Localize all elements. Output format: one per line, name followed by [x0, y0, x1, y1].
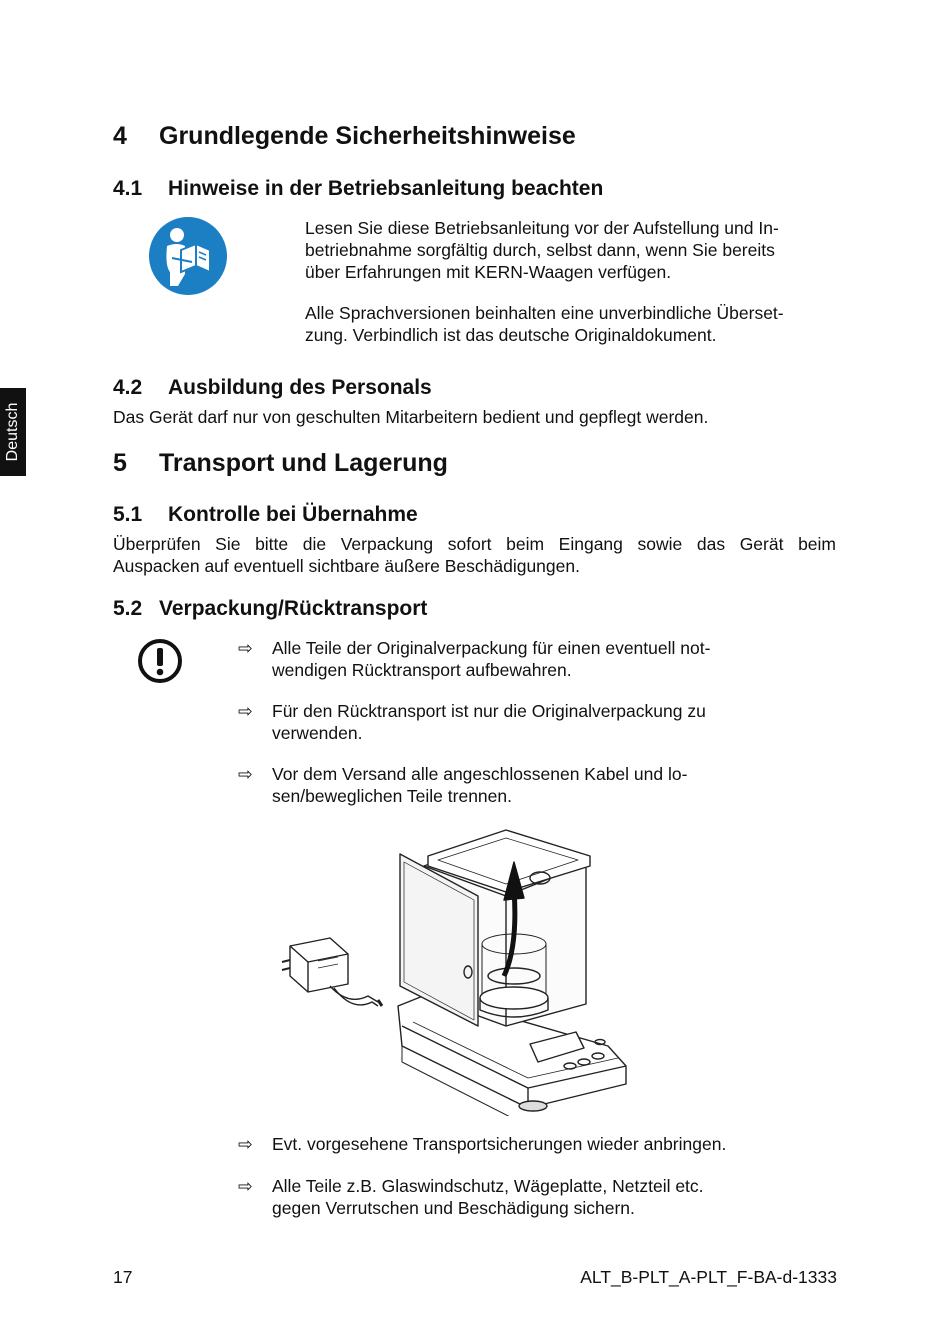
text-line: wendigen Rücktransport aufbewahren.: [272, 660, 572, 680]
text-line: Überprüfen Sie bitte die Verpackung sofort beim Eingang sowie das Gerät beim: [113, 534, 836, 554]
bullet-text: [272, 637, 792, 681]
section-title: Hinweise in der Betriebsanleitung beachten: [168, 177, 604, 200]
section-number: 4.1: [113, 177, 143, 200]
arrow-icon: ⇨: [238, 638, 253, 658]
section-title: Ausbildung des Personals: [168, 376, 432, 399]
section-5-2-heading: [113, 597, 427, 621]
section-title: Verpackung/Rücktransport: [159, 597, 428, 620]
language-tab-label: Deutsch: [4, 402, 21, 462]
section-number: 4.2: [113, 376, 143, 399]
section-4-1-paragraph-1: [305, 217, 845, 283]
text-line: Vor dem Versand alle angeschlossenen Kabel und lo-: [272, 764, 688, 784]
section-number: 5.1: [113, 503, 143, 526]
text-line: Alle Teile z.B. Glaswindschutz, Wägeplatte, Netzteil etc.: [272, 1176, 704, 1196]
page-number: 17: [113, 1267, 133, 1287]
arrow-icon: ⇨: [238, 1134, 253, 1154]
document-code: ALT_B-PLT_A-PLT_F-BA-d-1333: [580, 1267, 837, 1287]
text-line: zung. Verbindlich ist das deutsche Originaldokument.: [305, 325, 717, 345]
text-line: Auspacken auf eventuell sichtbare äußere Beschädigungen.: [113, 556, 580, 576]
bullet-item: [238, 1175, 798, 1219]
section-4-2-text: Das Gerät darf nur von geschulten Mitarbeitern bedient und gepflegt werden.: [113, 407, 709, 427]
section-5-1-heading: [113, 503, 418, 527]
text-line: sen/beweglichen Teile trennen.: [272, 786, 512, 806]
text-line: verwenden.: [272, 723, 363, 743]
text-line: Alle Sprachversionen beinhalten eine unverbindliche Überset-: [305, 303, 784, 323]
section-number: 4: [113, 122, 127, 150]
bullet-item: [238, 1133, 798, 1155]
bullet-item: [238, 700, 798, 744]
bullet-item: [238, 637, 798, 681]
section-5-1-text: [113, 533, 836, 577]
section-number: 5: [113, 449, 127, 477]
read-manual-icon: [148, 216, 228, 296]
section-4-1-heading: [113, 177, 603, 201]
text-line: über Erfahrungen mit KERN-Waagen verfügen.: [305, 262, 672, 282]
bullet-item: [238, 763, 798, 807]
section-4-2-heading: [113, 376, 432, 400]
analytical-balance-illustration: [278, 826, 638, 1116]
text-line: betriebnahme sorgfältig durch, selbst dann, wenn Sie bereits: [305, 240, 775, 260]
text-line: gegen Verrutschen und Beschädigung sichern.: [272, 1198, 635, 1218]
arrow-icon: ⇨: [238, 701, 253, 721]
section-4-1-paragraph-2: [305, 302, 845, 346]
language-tab: [0, 388, 26, 476]
bullet-text: [272, 763, 792, 807]
arrow-icon: ⇨: [238, 1176, 253, 1196]
section-title: Grundlegende Sicherheitshinweise: [159, 122, 576, 150]
text-line: Für den Rücktransport ist nur die Originalverpackung zu: [272, 701, 706, 721]
section-number: 5.2: [113, 597, 143, 620]
bullet-text: [272, 700, 792, 744]
bullet-text: [272, 1175, 792, 1219]
power-adapter-icon: [282, 938, 382, 1006]
exclamation-warning-icon: [137, 638, 183, 684]
section-5-heading: [113, 449, 448, 478]
section-title: Kontrolle bei Übernahme: [168, 503, 418, 526]
section-4-heading: [113, 122, 576, 151]
bullet-text: [272, 1133, 792, 1155]
text-line: Evt. vorgesehene Transportsicherungen wieder anbringen.: [272, 1134, 727, 1154]
section-title: Transport und Lagerung: [159, 449, 448, 477]
arrow-icon: ⇨: [238, 764, 253, 784]
text-line: Lesen Sie diese Betriebsanleitung vor der Aufstellung und In-: [305, 218, 779, 238]
text-line: Alle Teile der Originalverpackung für einen eventuell not-: [272, 638, 711, 658]
